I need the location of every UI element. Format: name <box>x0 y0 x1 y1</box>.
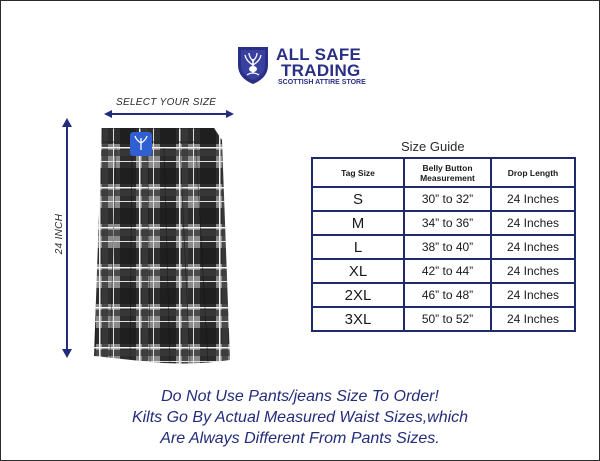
kilt-image <box>80 128 300 368</box>
drop-length-cell: 24 Inches <box>491 283 575 307</box>
tag-size-cell: L <box>312 235 404 259</box>
belly-measure-cell: 42” to 44” <box>404 259 491 283</box>
belly-measure-cell: 38” to 40” <box>404 235 491 259</box>
tag-size-cell: XL <box>312 259 404 283</box>
notice-line-2: Kilts Go By Actual Measured Waist Sizes,which <box>131 409 469 426</box>
size-guide-table <box>311 157 576 332</box>
tag-size-cell: 2XL <box>312 283 404 307</box>
belly-measure-cell: 34” to 36” <box>404 211 491 235</box>
drop-length-cell: 24 Inches <box>491 259 575 283</box>
belly-measure-cell: 30” to 32” <box>404 187 491 211</box>
header-drop-length: Drop Length <box>491 158 575 187</box>
tag-size-cell: 3XL <box>312 307 404 331</box>
table-row <box>312 283 575 307</box>
table-row <box>312 259 575 283</box>
table-row <box>312 307 575 331</box>
size-guide-title: Size Guide <box>401 139 465 154</box>
table-row <box>312 211 575 235</box>
table-header-row <box>312 158 575 187</box>
table-row <box>312 235 575 259</box>
notice-line-3: Are Always Different From Pants Sizes. <box>160 430 440 447</box>
belly-measure-cell: 50” to 52” <box>404 307 491 331</box>
drop-length-cell: 24 Inches <box>491 187 575 211</box>
brand-tagline: SCOTTISH ATTIRE STORE <box>278 79 366 86</box>
table-row <box>312 187 575 211</box>
thistle-shield-icon <box>236 45 270 85</box>
tag-size-cell: M <box>312 211 404 235</box>
belly-measure-cell: 46” to 48” <box>404 283 491 307</box>
brand-name-line2: TRADING <box>281 61 361 80</box>
header-belly-button: Belly Button Measurement <box>404 158 491 187</box>
brand-name-line1: ALL SAFE <box>276 45 362 64</box>
sizing-notice <box>0 386 600 449</box>
select-size-label: SELECT YOUR SIZE <box>116 97 217 108</box>
drop-length-cell: 24 Inches <box>491 211 575 235</box>
drop-length-cell: 24 Inches <box>491 307 575 331</box>
drop-length-cell: 24 Inches <box>491 235 575 259</box>
notice-line-1: Do Not Use Pants/jeans Size To Order! <box>161 388 439 405</box>
header-tag-size: Tag Size <box>312 158 404 187</box>
tag-size-cell: S <box>312 187 404 211</box>
brand-logo <box>236 45 376 90</box>
length-label: 24 INCH <box>54 213 65 255</box>
width-arrow <box>104 109 234 119</box>
